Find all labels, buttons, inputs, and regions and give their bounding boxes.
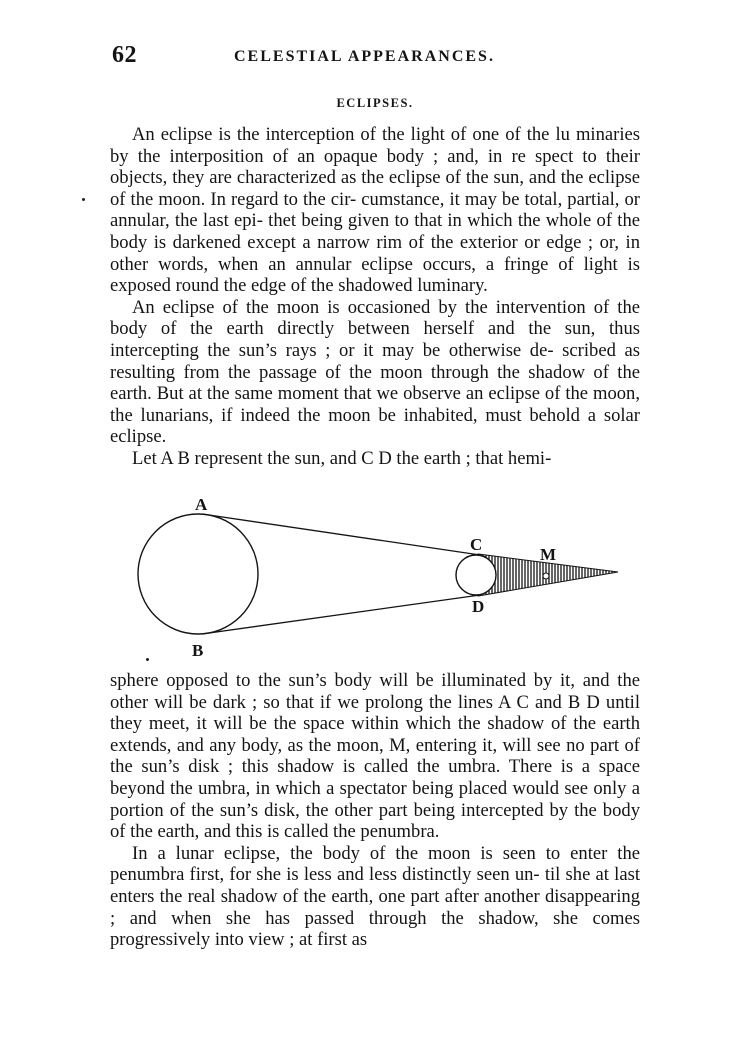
running-head: CELESTIAL APPEARANCES. bbox=[234, 48, 495, 65]
paragraph-umbra-penumbra: sphere opposed to the sun’s body will be illuminated by it, and the other will be dark ; so that if we prolong the lines A C and B D until they meet, it will be the space within which the shadow of the earth extends, and any body, as the moon, M, entering it, will see no part of the sun’s disk ; this shadow is called the umbra. There is a space beyond the umbra, in which a spectator being placed would see only a portion of the sun’s disk, the other part being intercepted by the body of the earth, and this is called the penumbra. bbox=[110, 670, 640, 843]
print-speck bbox=[82, 198, 85, 201]
paragraph-figure-intro: Let A B represent the sun, and C D the earth ; that hemi- bbox=[132, 447, 552, 469]
earth-circle bbox=[456, 555, 496, 595]
label-b: B bbox=[192, 641, 204, 660]
section-title: ECLIPSES. bbox=[336, 96, 414, 110]
paragraph-lunar-eclipse: An eclipse of the moon is occasioned by the intervention of the body of the earth directly between herself and the sun, thus intercepting the sun’s rays ; or it may be otherwise de- scribed as resulting from the passage of the moon through the shadow of the earth. But at the same moment that we observe an eclipse of the moon, the lunarians, if indeed the moon be inhabited, must behold a solar eclipse. bbox=[110, 296, 640, 448]
text-before-figure bbox=[110, 124, 640, 470]
paragraph-eclipse-definition: An eclipse is the interception of the light of one of the lu minaries by the interposition of an opaque body ; and, in re spect to their objects, they are characterized as the eclipse of the sun, and the eclipse of the moon. In regard to the cir- cumstance, it may be total, partial, or annular, the last epi- thet being given to that in which the whole of the body is darkened except a narrow rim of the exterior or edge ; or, in other words, when an annular eclipse occurs, a fringe of light is exposed round the edge of the shadowed luminary. bbox=[110, 124, 640, 297]
page-number: 62 bbox=[112, 42, 137, 68]
moon-dot bbox=[543, 573, 549, 579]
sun-circle bbox=[138, 514, 258, 634]
print-speck bbox=[146, 658, 149, 661]
eclipse-diagram bbox=[110, 490, 640, 670]
ray-b-d bbox=[202, 595, 480, 634]
text-after-figure bbox=[110, 670, 640, 951]
paragraph-lunar-eclipse-progress: In a lunar eclipse, the body of the moon is seen to enter the penumbra first, for she is less and less distinctly seen un- til she at last enters the real shadow of the earth, one part after another disappearing ; and when she has passed through the shadow, she comes progressively into view ; at first as bbox=[110, 842, 640, 951]
label-m: M bbox=[540, 545, 557, 564]
eclipse-diagram-svg bbox=[110, 490, 640, 670]
label-c: C bbox=[470, 535, 483, 554]
page-header bbox=[112, 42, 637, 78]
label-a: A bbox=[195, 495, 208, 514]
label-d: D bbox=[472, 597, 485, 616]
